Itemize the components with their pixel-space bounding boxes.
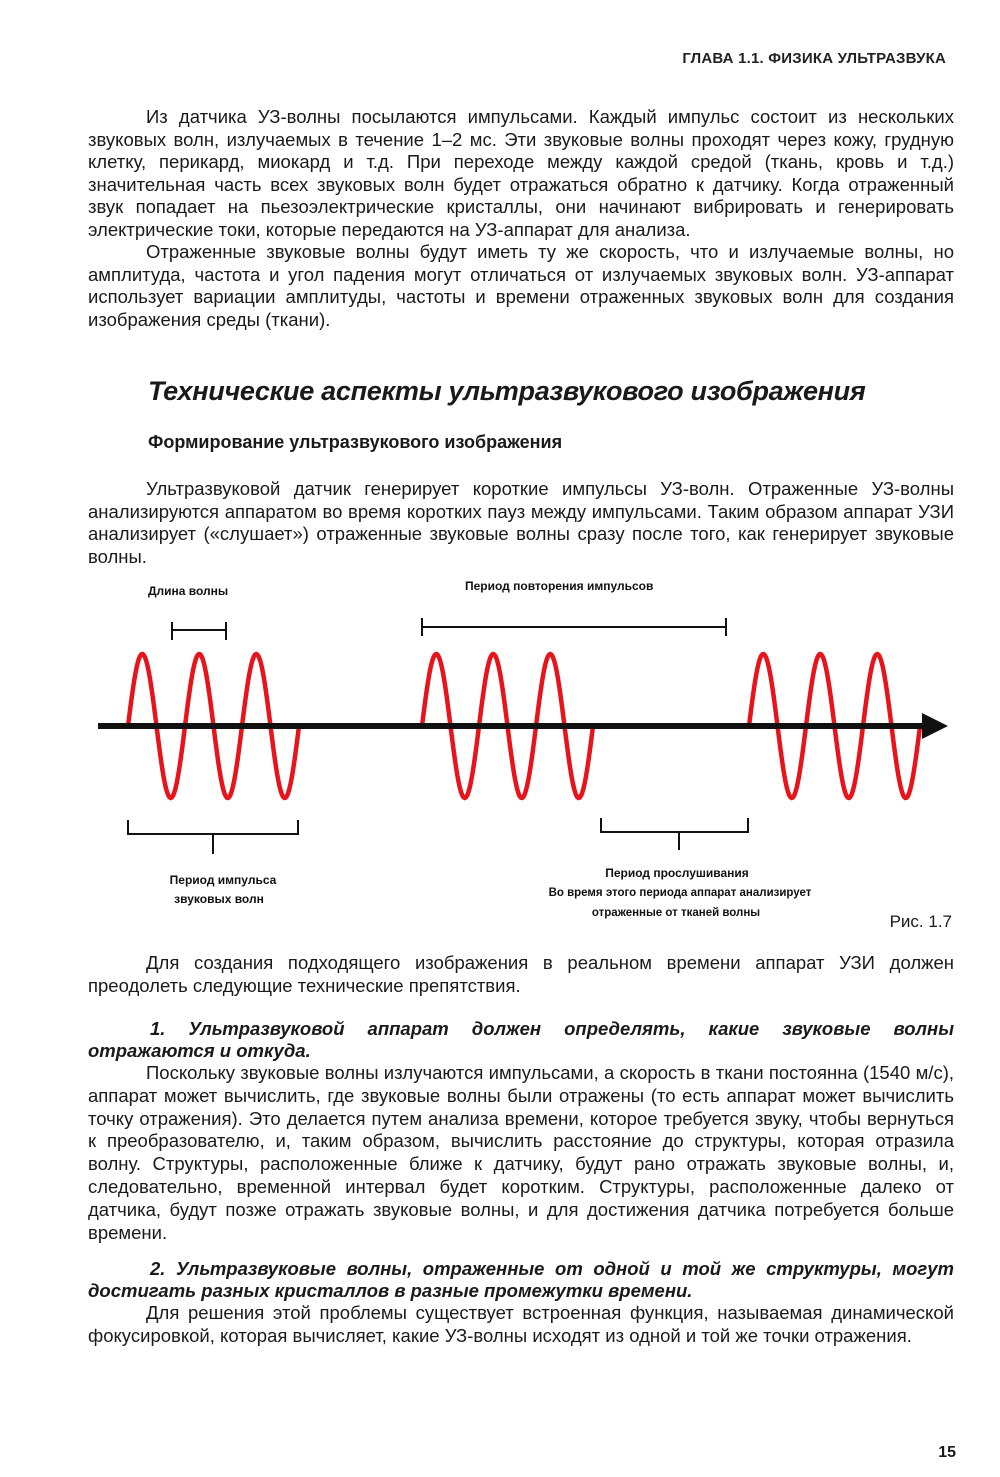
obstacle-1-title: 1. Ультразвуковой аппарат должен определять, какие звуковые волны отражаются и откуда. [88,1018,954,1061]
page-number: 15 [938,1444,956,1461]
pulse-diagram [0,570,1000,940]
listening-period-description-line2: отраженные от тканей волны [591,907,761,919]
obstacle-1-text [88,1062,954,1244]
time-axis-arrowhead [922,713,948,739]
pulse-period-label-line2: звуковых волн [174,892,264,906]
section-text [88,478,954,568]
wavelength-label: Длина волны [148,584,229,598]
obstacle-1-paragraph: Поскольку звуковые волны излучаются импульсами, а скорость в ткани постоянна (1540 м/с), аппарат может вычислить, где звуковые волны были отражены (то есть аппарат может вычислить точку отражения). Это делается путем анализа времени, которое требуется звуку, чтобы вернуться к преобразователю, и, таким образом, вычислить расстояние до структуры, которая отразила волну. Структуры, расположенные ближе к датчику, будут рано отражать звуковые волны, и, следовательно, временной интервал будет коротким. Структуры, расположенные далеко от датчика, будут позже отражать звуковые волны, и для достижения датчика потребуется больше времени. [88,1062,954,1243]
repetition-period-bracket [422,618,726,636]
wavelength-bracket [172,622,226,640]
listening-period-bracket [601,818,748,850]
pulse-period-bracket [128,820,298,854]
repetition-period-label: Период повторения импульсов [465,579,654,593]
section-paragraph-1: Ультразвуковой датчик генерирует короткие импульсы УЗ-волн. Отраженные УЗ-волны анализируются аппаратом во время коротких пауз между импульсами. Таким образом аппарат УЗИ анализирует («слушает») отраженные звуковые волны сразу после того, как генерирует звуковые волны. [88,478,954,567]
obstacle-2-text [88,1302,954,1347]
obstacles-intro-paragraph: Для создания подходящего изображения в реальном времени аппарат УЗИ должен преодолеть следующие технические препятствия. [88,952,954,996]
pulse-period-label-line1: Период импульса [169,873,277,887]
section-title: Технические аспекты ультразвукового изображения [148,376,866,406]
intro-paragraph-2: Отраженные звуковые волны будут иметь ту же скорость, что и излучаемые волны, но амплитуда, частота и угол падения могут отличаться от излучаемых звуковых волн. УЗ-аппарат использует вариации амплитуды, частоты и времени отраженных звуковых волн для создания изображения среды (ткани). [88,241,954,330]
obstacles-intro [88,952,954,997]
listening-period-description-line1: Во время этого периода аппарат анализирует [548,887,812,899]
obstacle-2-paragraph: Для решения этой проблемы существует встроенная функция, называемая динамической фокусировкой, которая вычисляет, какие УЗ-волны исходят из одной и той же точки отражения. [88,1302,954,1346]
intro-paragraph-1: Из датчика УЗ-волны посылаются импульсами. Каждый импульс состоит из нескольких звуковых волн, излучаемых в течение 1–2 мс. Эти звуковые волны проходят через кожу, грудную клетку, перикард, миокард и т.д. При переходе между каждой средой (ткань, кровь и т.д.) значительная часть всех звуковых волн будет отражаться обратно к датчику. Когда отраженный звук попадает на пьезоэлектрические кристаллы, они начинают вибрировать и генерировать электрические токи, которые передаются на УЗ-аппарат для анализа. [88,106,954,240]
listening-period-label: Период прослушивания [605,866,749,880]
subsection-title: Формирование ультразвукового изображения [148,432,563,452]
obstacle-2-title: 2. Ультразвуковые волны, отраженные от одной и той же структуры, могут достигать разных кристаллов в разные промежутки времени. [88,1258,954,1301]
time-axis [98,713,948,739]
figure-caption: Рис. 1.7 [889,912,952,931]
chapter-header: ГЛАВА 1.1. ФИЗИКА УЛЬТРАЗВУКА [682,50,946,67]
intro-text [88,106,954,331]
